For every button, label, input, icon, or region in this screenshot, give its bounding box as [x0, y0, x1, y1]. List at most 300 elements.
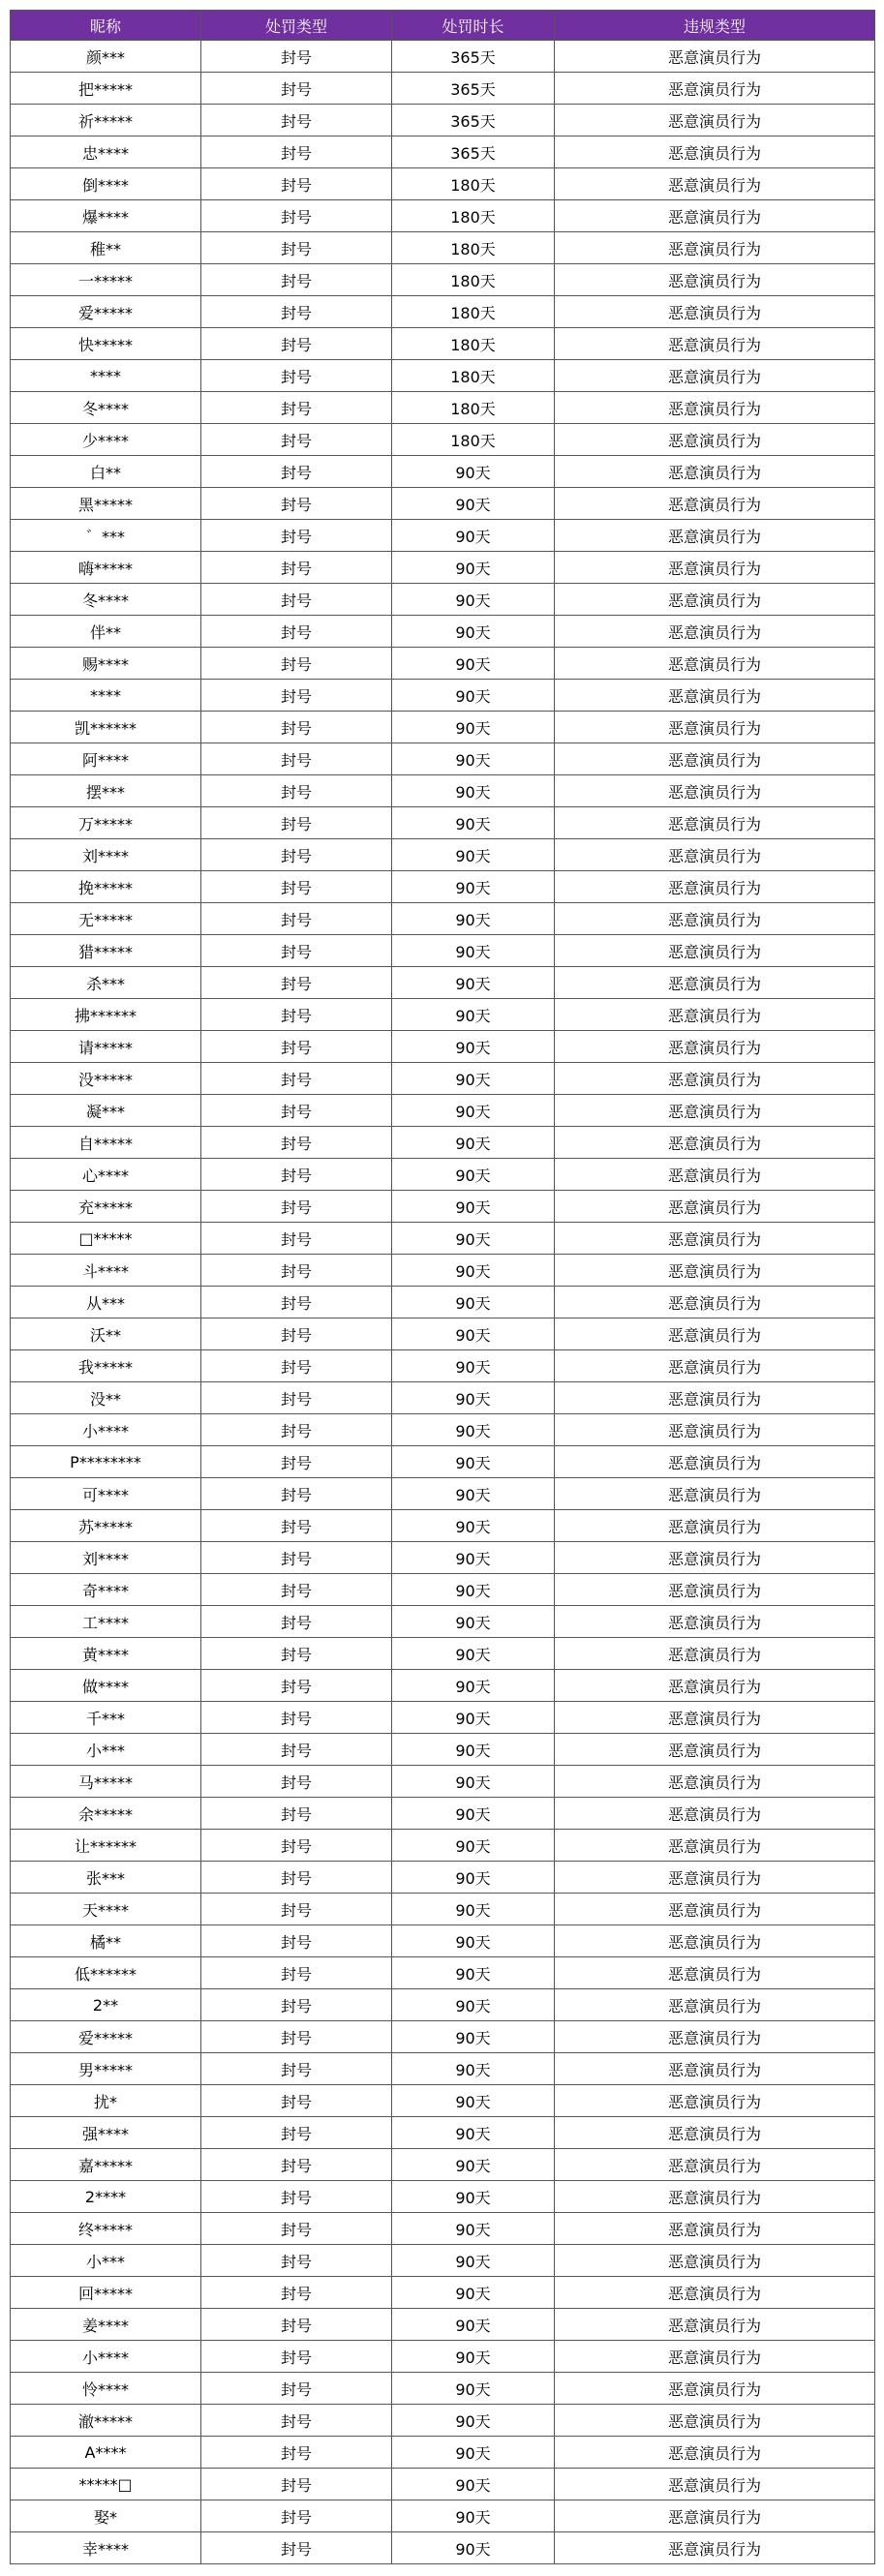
- table-row: [11, 935, 875, 967]
- table-row: [11, 105, 875, 136]
- violation-type-cell: 恶意演员行为: [555, 328, 875, 360]
- nickname-cell: 万*****: [11, 807, 201, 839]
- violation-type-cell: 恶意演员行为: [555, 136, 875, 168]
- violation-type-cell: 恶意演员行为: [555, 967, 875, 999]
- violation-type-cell: 恶意演员行为: [555, 520, 875, 552]
- violation-type-cell: 恶意演员行为: [555, 2437, 875, 2469]
- penalty-duration-cell: 90天: [392, 1510, 555, 1542]
- violation-type-cell: 恶意演员行为: [555, 2405, 875, 2437]
- penalty-duration-cell: 90天: [392, 2117, 555, 2149]
- nickname-cell: A****: [11, 2437, 201, 2469]
- violation-type-cell: 恶意演员行为: [555, 2341, 875, 2373]
- table-row: [11, 2213, 875, 2245]
- penalty-duration-cell: 90天: [392, 1989, 555, 2021]
- violation-type-cell: 恶意演员行为: [555, 775, 875, 807]
- table-row: [11, 232, 875, 264]
- violation-type-cell: 恶意演员行为: [555, 2021, 875, 2053]
- violation-type-cell: 恶意演员行为: [555, 1766, 875, 1798]
- violation-type-cell: 恶意演员行为: [555, 2500, 875, 2532]
- penalty-duration-cell: 90天: [392, 488, 555, 520]
- penalty-type-cell: 封号: [201, 2437, 392, 2469]
- penalty-type-cell: 封号: [201, 456, 392, 488]
- penalty-duration-cell: 90天: [392, 2373, 555, 2405]
- violation-type-cell: 恶意演员行为: [555, 1255, 875, 1287]
- nickname-cell: 橘**: [11, 1925, 201, 1957]
- violation-type-cell: 恶意演员行为: [555, 1574, 875, 1606]
- penalty-type-cell: 封号: [201, 839, 392, 871]
- nickname-cell: 爱*****: [11, 2021, 201, 2053]
- table-row: [11, 41, 875, 73]
- penalty-type-cell: 封号: [201, 2500, 392, 2532]
- penalty-type-cell: 封号: [201, 2532, 392, 2564]
- violation-type-cell: 恶意演员行为: [555, 2053, 875, 2085]
- nickname-cell: 马*****: [11, 1766, 201, 1798]
- table-row: [11, 839, 875, 871]
- penalty-duration-cell: 90天: [392, 1287, 555, 1318]
- penalty-duration-cell: 90天: [392, 2469, 555, 2500]
- nickname-cell: 摆***: [11, 775, 201, 807]
- violation-type-cell: 恶意演员行为: [555, 1957, 875, 1989]
- nickname-cell: 回*****: [11, 2277, 201, 2309]
- penalty-type-cell: 封号: [201, 1606, 392, 1638]
- penalty-duration-cell: 90天: [392, 935, 555, 967]
- violation-type-cell: 恶意演员行为: [555, 1830, 875, 1862]
- penalty-type-cell: 封号: [201, 2277, 392, 2309]
- table-row: [11, 584, 875, 616]
- table-row: [11, 1287, 875, 1318]
- penalty-type-cell: 封号: [201, 871, 392, 903]
- punishment-table: [10, 10, 875, 2564]
- violation-type-cell: 恶意演员行为: [555, 1159, 875, 1191]
- penalty-type-cell: 封号: [201, 2469, 392, 2500]
- violation-type-cell: 恶意演员行为: [555, 73, 875, 105]
- table-row: [11, 1894, 875, 1925]
- penalty-duration-cell: 90天: [392, 807, 555, 839]
- penalty-type-cell: 封号: [201, 616, 392, 648]
- nickname-cell: 苏*****: [11, 1510, 201, 1542]
- penalty-duration-cell: 90天: [392, 1542, 555, 1574]
- nickname-cell: 奇****: [11, 1574, 201, 1606]
- nickname-cell: 心****: [11, 1159, 201, 1191]
- table-row: [11, 871, 875, 903]
- penalty-type-cell: 封号: [201, 1989, 392, 2021]
- table-row: [11, 1510, 875, 1542]
- table-row: [11, 2500, 875, 2532]
- penalty-type-cell: 封号: [201, 1734, 392, 1766]
- penalty-duration-cell: 90天: [392, 903, 555, 935]
- table-row: [11, 1798, 875, 1830]
- penalty-type-cell: 封号: [201, 2405, 392, 2437]
- violation-type-cell: 恶意演员行为: [555, 839, 875, 871]
- penalty-duration-cell: 90天: [392, 2213, 555, 2245]
- nickname-cell: 猎*****: [11, 935, 201, 967]
- penalty-type-cell: 封号: [201, 2309, 392, 2341]
- table-row: [11, 296, 875, 328]
- violation-type-cell: 恶意演员行为: [555, 903, 875, 935]
- table-row: [11, 1606, 875, 1638]
- nickname-cell: 娶*: [11, 2500, 201, 2532]
- table-row: [11, 552, 875, 584]
- header-penalty-duration: 处罚时长: [392, 11, 555, 41]
- table-row: [11, 1031, 875, 1063]
- penalty-duration-cell: 365天: [392, 136, 555, 168]
- nickname-cell: 嘉*****: [11, 2149, 201, 2181]
- penalty-duration-cell: 180天: [392, 392, 555, 424]
- table-row: [11, 1925, 875, 1957]
- nickname-cell: 可****: [11, 1478, 201, 1510]
- penalty-duration-cell: 90天: [392, 775, 555, 807]
- nickname-cell: 幸****: [11, 2532, 201, 2564]
- nickname-cell: 姜****: [11, 2309, 201, 2341]
- table-row: [11, 2053, 875, 2085]
- penalty-duration-cell: 90天: [392, 2277, 555, 2309]
- punishment-sheet: [10, 10, 874, 2564]
- violation-type-cell: 恶意演员行为: [555, 105, 875, 136]
- nickname-cell: 2****: [11, 2181, 201, 2213]
- penalty-type-cell: 封号: [201, 73, 392, 105]
- nickname-cell: 黑*****: [11, 488, 201, 520]
- violation-type-cell: 恶意演员行为: [555, 2532, 875, 2564]
- violation-type-cell: 恶意演员行为: [555, 2085, 875, 2117]
- penalty-type-cell: 封号: [201, 1382, 392, 1414]
- table-row: [11, 1191, 875, 1223]
- table-row: [11, 1255, 875, 1287]
- table-row: [11, 168, 875, 200]
- table-row: [11, 392, 875, 424]
- nickname-cell: 把*****: [11, 73, 201, 105]
- violation-type-cell: 恶意演员行为: [555, 1862, 875, 1894]
- penalty-duration-cell: 90天: [392, 1191, 555, 1223]
- penalty-duration-cell: 90天: [392, 2085, 555, 2117]
- penalty-type-cell: 封号: [201, 1287, 392, 1318]
- penalty-duration-cell: 90天: [392, 2405, 555, 2437]
- table-row: [11, 2373, 875, 2405]
- header-penalty-type: 处罚类型: [201, 11, 392, 41]
- nickname-cell: 倒****: [11, 168, 201, 200]
- penalty-duration-cell: 90天: [392, 1894, 555, 1925]
- nickname-cell: 低******: [11, 1957, 201, 1989]
- violation-type-cell: 恶意演员行为: [555, 648, 875, 680]
- nickname-cell: 赐****: [11, 648, 201, 680]
- table-row: [11, 1478, 875, 1510]
- nickname-cell: 杀***: [11, 967, 201, 999]
- table-row: [11, 2469, 875, 2500]
- header-nickname: 昵称: [11, 11, 201, 41]
- violation-type-cell: 恶意演员行为: [555, 1734, 875, 1766]
- nickname-cell: 刘****: [11, 1542, 201, 1574]
- nickname-cell: 少****: [11, 424, 201, 456]
- table-row: [11, 1159, 875, 1191]
- violation-type-cell: 恶意演员行为: [555, 584, 875, 616]
- penalty-duration-cell: 90天: [392, 1670, 555, 1702]
- nickname-cell: 一*****: [11, 264, 201, 296]
- penalty-duration-cell: 90天: [392, 1638, 555, 1670]
- nickname-cell: 伴**: [11, 616, 201, 648]
- penalty-type-cell: 封号: [201, 1223, 392, 1255]
- nickname-cell: ****: [11, 360, 201, 392]
- penalty-duration-cell: 90天: [392, 1063, 555, 1095]
- violation-type-cell: 恶意演员行为: [555, 1478, 875, 1510]
- nickname-cell: 斗****: [11, 1255, 201, 1287]
- penalty-duration-cell: 365天: [392, 105, 555, 136]
- nickname-cell: 爱*****: [11, 296, 201, 328]
- penalty-type-cell: 封号: [201, 584, 392, 616]
- nickname-cell: 工****: [11, 1606, 201, 1638]
- penalty-type-cell: 封号: [201, 264, 392, 296]
- violation-type-cell: 恶意演员行为: [555, 1989, 875, 2021]
- nickname-cell: 刘****: [11, 839, 201, 871]
- table-row: [11, 1318, 875, 1350]
- penalty-type-cell: 封号: [201, 1510, 392, 1542]
- nickname-cell: 扰*: [11, 2085, 201, 2117]
- violation-type-cell: 恶意演员行为: [555, 552, 875, 584]
- penalty-duration-cell: 90天: [392, 2532, 555, 2564]
- penalty-duration-cell: 90天: [392, 1223, 555, 1255]
- penalty-type-cell: 封号: [201, 999, 392, 1031]
- table-row: [11, 648, 875, 680]
- table-row: [11, 1830, 875, 1862]
- penalty-type-cell: 封号: [201, 1894, 392, 1925]
- penalty-type-cell: 封号: [201, 2341, 392, 2373]
- penalty-type-cell: 封号: [201, 520, 392, 552]
- penalty-duration-cell: 90天: [392, 1702, 555, 1734]
- penalty-duration-cell: 90天: [392, 2500, 555, 2532]
- violation-type-cell: 恶意演员行为: [555, 1925, 875, 1957]
- nickname-cell: 男*****: [11, 2053, 201, 2085]
- table-row: [11, 488, 875, 520]
- penalty-duration-cell: 90天: [392, 1255, 555, 1287]
- violation-type-cell: 恶意演员行为: [555, 680, 875, 712]
- penalty-duration-cell: 90天: [392, 1095, 555, 1127]
- penalty-duration-cell: 90天: [392, 1830, 555, 1862]
- violation-type-cell: 恶意演员行为: [555, 2277, 875, 2309]
- table-row: [11, 2245, 875, 2277]
- penalty-duration-cell: 90天: [392, 1031, 555, 1063]
- violation-type-cell: 恶意演员行为: [555, 1287, 875, 1318]
- nickname-cell: 沃**: [11, 1318, 201, 1350]
- violation-type-cell: 恶意演员行为: [555, 1670, 875, 1702]
- table-row: [11, 1223, 875, 1255]
- table-row: [11, 680, 875, 712]
- penalty-duration-cell: 90天: [392, 1734, 555, 1766]
- penalty-type-cell: 封号: [201, 680, 392, 712]
- table-row: [11, 807, 875, 839]
- violation-type-cell: 恶意演员行为: [555, 807, 875, 839]
- penalty-type-cell: 封号: [201, 1159, 392, 1191]
- table-row: [11, 456, 875, 488]
- table-row: [11, 616, 875, 648]
- table-row: [11, 328, 875, 360]
- table-row: [11, 1702, 875, 1734]
- table-row: [11, 2309, 875, 2341]
- violation-type-cell: 恶意演员行为: [555, 41, 875, 73]
- penalty-duration-cell: 90天: [392, 1382, 555, 1414]
- penalty-duration-cell: 90天: [392, 871, 555, 903]
- nickname-cell: 做****: [11, 1670, 201, 1702]
- penalty-type-cell: 封号: [201, 552, 392, 584]
- violation-type-cell: 恶意演员行为: [555, 1127, 875, 1159]
- penalty-type-cell: 封号: [201, 2245, 392, 2277]
- penalty-type-cell: 封号: [201, 1095, 392, 1127]
- penalty-duration-cell: 365天: [392, 73, 555, 105]
- penalty-duration-cell: 365天: [392, 41, 555, 73]
- penalty-duration-cell: 90天: [392, 1925, 555, 1957]
- nickname-cell: ゛***: [11, 520, 201, 552]
- nickname-cell: 我*****: [11, 1350, 201, 1382]
- penalty-duration-cell: 180天: [392, 360, 555, 392]
- nickname-cell: 请*****: [11, 1031, 201, 1063]
- violation-type-cell: 恶意演员行为: [555, 2181, 875, 2213]
- table-row: [11, 520, 875, 552]
- table-row: [11, 1382, 875, 1414]
- penalty-duration-cell: 180天: [392, 296, 555, 328]
- penalty-duration-cell: 90天: [392, 1159, 555, 1191]
- penalty-duration-cell: 90天: [392, 967, 555, 999]
- penalty-type-cell: 封号: [201, 1957, 392, 1989]
- penalty-type-cell: 封号: [201, 2021, 392, 2053]
- nickname-cell: 祈*****: [11, 105, 201, 136]
- nickname-cell: 余*****: [11, 1798, 201, 1830]
- violation-type-cell: 恶意演员行为: [555, 2373, 875, 2405]
- penalty-type-cell: 封号: [201, 488, 392, 520]
- table-row: [11, 1734, 875, 1766]
- violation-type-cell: 恶意演员行为: [555, 1031, 875, 1063]
- penalty-type-cell: 封号: [201, 424, 392, 456]
- nickname-cell: 无*****: [11, 903, 201, 935]
- nickname-cell: 2**: [11, 1989, 201, 2021]
- table-row: [11, 73, 875, 105]
- penalty-type-cell: 封号: [201, 328, 392, 360]
- penalty-duration-cell: 90天: [392, 1350, 555, 1382]
- penalty-type-cell: 封号: [201, 807, 392, 839]
- nickname-cell: 小***: [11, 2245, 201, 2277]
- violation-type-cell: 恶意演员行为: [555, 1702, 875, 1734]
- penalty-duration-cell: 90天: [392, 2341, 555, 2373]
- table-row: [11, 1670, 875, 1702]
- nickname-cell: 冬****: [11, 584, 201, 616]
- penalty-type-cell: 封号: [201, 200, 392, 232]
- penalty-type-cell: 封号: [201, 1063, 392, 1095]
- table-row: [11, 1957, 875, 1989]
- penalty-duration-cell: 180天: [392, 328, 555, 360]
- penalty-type-cell: 封号: [201, 1127, 392, 1159]
- table-row: [11, 2021, 875, 2053]
- table-row: [11, 136, 875, 168]
- penalty-type-cell: 封号: [201, 935, 392, 967]
- penalty-type-cell: 封号: [201, 2117, 392, 2149]
- penalty-type-cell: 封号: [201, 743, 392, 775]
- penalty-type-cell: 封号: [201, 360, 392, 392]
- violation-type-cell: 恶意演员行为: [555, 1063, 875, 1095]
- nickname-cell: 自*****: [11, 1127, 201, 1159]
- table-row: [11, 424, 875, 456]
- nickname-cell: 让******: [11, 1830, 201, 1862]
- nickname-cell: 终*****: [11, 2213, 201, 2245]
- penalty-type-cell: 封号: [201, 903, 392, 935]
- violation-type-cell: 恶意演员行为: [555, 2117, 875, 2149]
- penalty-type-cell: 封号: [201, 1318, 392, 1350]
- penalty-duration-cell: 90天: [392, 999, 555, 1031]
- penalty-duration-cell: 180天: [392, 232, 555, 264]
- table-row: [11, 1638, 875, 1670]
- nickname-cell: 稚**: [11, 232, 201, 264]
- penalty-duration-cell: 90天: [392, 1446, 555, 1478]
- violation-type-cell: 恶意演员行为: [555, 1542, 875, 1574]
- penalty-duration-cell: 180天: [392, 424, 555, 456]
- nickname-cell: 白**: [11, 456, 201, 488]
- penalty-type-cell: 封号: [201, 2181, 392, 2213]
- nickname-cell: 没*****: [11, 1063, 201, 1095]
- nickname-cell: 阿****: [11, 743, 201, 775]
- table-row: [11, 2405, 875, 2437]
- nickname-cell: 张***: [11, 1862, 201, 1894]
- violation-type-cell: 恶意演员行为: [555, 360, 875, 392]
- penalty-type-cell: 封号: [201, 105, 392, 136]
- table-row: [11, 1446, 875, 1478]
- penalty-duration-cell: 90天: [392, 1606, 555, 1638]
- violation-type-cell: 恶意演员行为: [555, 2213, 875, 2245]
- penalty-type-cell: 封号: [201, 1191, 392, 1223]
- penalty-type-cell: 封号: [201, 2149, 392, 2181]
- table-row: [11, 967, 875, 999]
- nickname-cell: 强****: [11, 2117, 201, 2149]
- nickname-cell: 没**: [11, 1382, 201, 1414]
- nickname-cell: 黄****: [11, 1638, 201, 1670]
- penalty-type-cell: 封号: [201, 1031, 392, 1063]
- table-row: [11, 264, 875, 296]
- violation-type-cell: 恶意演员行为: [555, 200, 875, 232]
- table-row: [11, 743, 875, 775]
- nickname-cell: 澈*****: [11, 2405, 201, 2437]
- penalty-type-cell: 封号: [201, 1542, 392, 1574]
- violation-type-cell: 恶意演员行为: [555, 1414, 875, 1446]
- violation-type-cell: 恶意演员行为: [555, 392, 875, 424]
- nickname-cell: 冬****: [11, 392, 201, 424]
- table-row: [11, 1862, 875, 1894]
- penalty-duration-cell: 90天: [392, 2021, 555, 2053]
- violation-type-cell: 恶意演员行为: [555, 488, 875, 520]
- nickname-cell: 充*****: [11, 1191, 201, 1223]
- penalty-type-cell: 封号: [201, 1670, 392, 1702]
- table-row: [11, 2341, 875, 2373]
- penalty-type-cell: 封号: [201, 1925, 392, 1957]
- penalty-type-cell: 封号: [201, 648, 392, 680]
- violation-type-cell: 恶意演员行为: [555, 1446, 875, 1478]
- nickname-cell: □*****: [11, 1223, 201, 1255]
- penalty-duration-cell: 90天: [392, 2245, 555, 2277]
- table-row: [11, 999, 875, 1031]
- nickname-cell: 怜****: [11, 2373, 201, 2405]
- penalty-type-cell: 封号: [201, 775, 392, 807]
- violation-type-cell: 恶意演员行为: [555, 2245, 875, 2277]
- penalty-type-cell: 封号: [201, 136, 392, 168]
- penalty-type-cell: 封号: [201, 1862, 392, 1894]
- violation-type-cell: 恶意演员行为: [555, 1350, 875, 1382]
- penalty-duration-cell: 90天: [392, 1574, 555, 1606]
- nickname-cell: 挽*****: [11, 871, 201, 903]
- violation-type-cell: 恶意演员行为: [555, 296, 875, 328]
- penalty-duration-cell: 90天: [392, 616, 555, 648]
- table-body: [11, 41, 875, 2564]
- violation-type-cell: 恶意演员行为: [555, 1798, 875, 1830]
- violation-type-cell: 恶意演员行为: [555, 1894, 875, 1925]
- nickname-cell: 凝***: [11, 1095, 201, 1127]
- penalty-type-cell: 封号: [201, 1414, 392, 1446]
- violation-type-cell: 恶意演员行为: [555, 712, 875, 743]
- penalty-duration-cell: 90天: [392, 2437, 555, 2469]
- penalty-duration-cell: 90天: [392, 584, 555, 616]
- penalty-type-cell: 封号: [201, 967, 392, 999]
